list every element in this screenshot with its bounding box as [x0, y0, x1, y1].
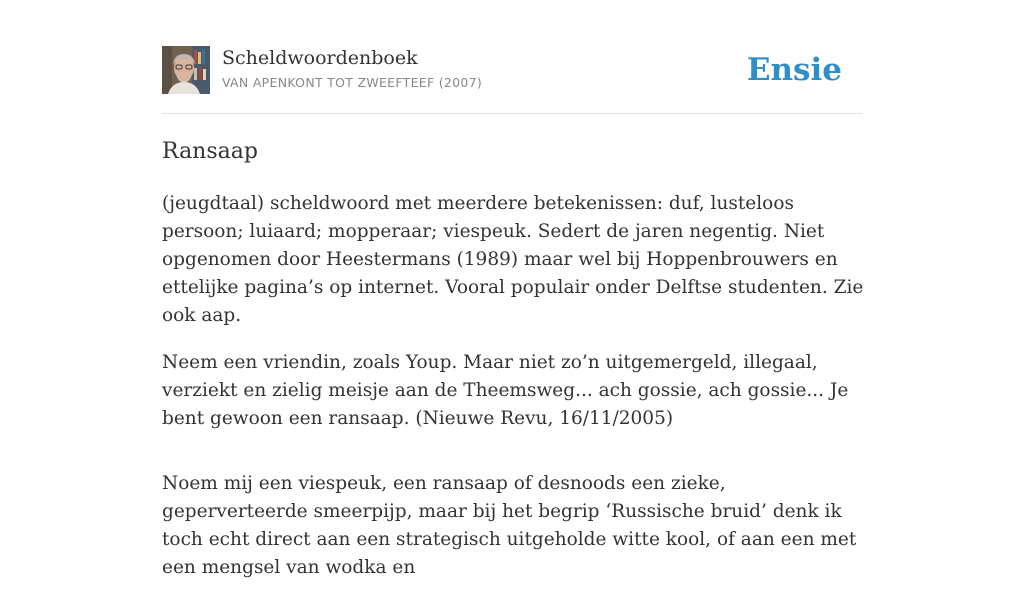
entry-definition: (jeugdtaal) scheldwoord met meerdere betekenissen: duf, lusteloos persoon; luiaard; mopperaar; viespeuk. Sedert de jaren negentig. Niet opgenomen door Heestermans (1989) maar wel bij Hoppenbrouwers en ettelijke pagina’s op internet. Vooral populair onder Delftse studenten. Zie ook aap. [162, 193, 864, 326]
entry-quote: Noem mij een viespeuk, een ransaap of desnoods een zieke, geperverteerde smeerpijp, maar bij het begrip ‘Russische bruid’ denk ik toch echt direct aan een strategisch uitgeholde witte kool, of aan een met een mengsel van wodka en [162, 473, 857, 578]
entry-quote: Neem een vriendin, zoals Youp. Maar niet zo’n uitgemergeld, illegaal, verziekt en zielig meisje aan de Theemsweg... ach gossie, ach gossie... Je bent gewoon een ransaap. (Nieuwe Revu, 16/11/2005) [162, 352, 849, 429]
entry-body [162, 190, 872, 601]
source-header [162, 46, 862, 96]
header-divider [162, 113, 862, 114]
author-avatar[interactable] [162, 46, 210, 94]
ensie-logo[interactable]: Ensie [746, 52, 842, 88]
source-subtitle: VAN APENKONT TOT ZWEEFTEEF (2007) [222, 75, 483, 90]
entry-title: Ransaap [162, 139, 258, 164]
author-portrait-icon [162, 46, 210, 94]
source-title[interactable]: Scheldwoordenboek [222, 47, 418, 69]
